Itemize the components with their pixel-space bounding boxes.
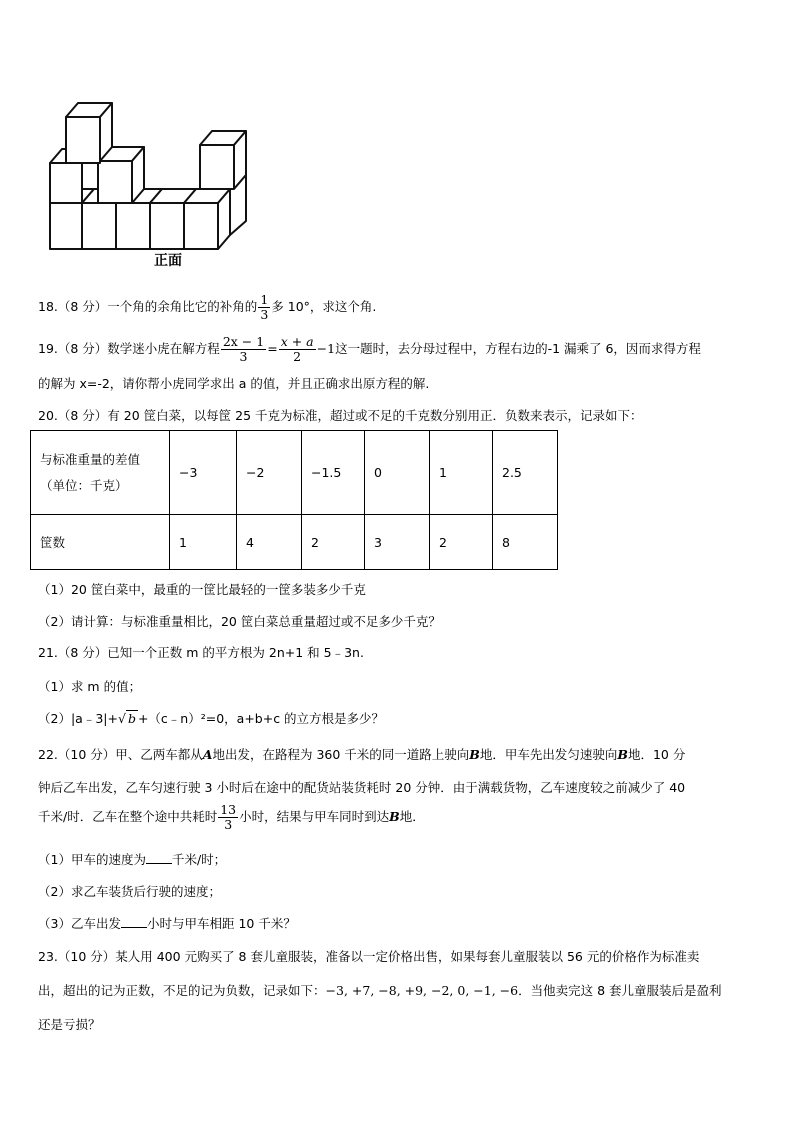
q20-diff-cell: −1.5	[302, 431, 365, 515]
q22-sub1	[38, 850, 226, 868]
q20-count-row	[31, 515, 558, 570]
question-18	[38, 293, 376, 322]
q21-sub2	[38, 709, 384, 727]
cube-stack-drawing	[44, 90, 262, 272]
q20-record-table	[30, 430, 558, 570]
q19-line2: 的解为 x=-2，请你帮小虎同学求出 a 的值，并且正确求出原方程的解.	[38, 376, 430, 391]
cube-figure	[44, 90, 262, 272]
q19-line1-tail: 这一题时，去分母过程中，方程右边的-1 漏乘了 6，因而求得方程	[335, 341, 701, 356]
q21-sqrt: √ b	[117, 711, 136, 726]
q22-sub3-b: 小时与甲车相距 10 千米？	[146, 916, 296, 931]
q19-lhs-fraction	[221, 335, 266, 364]
figure-caption: 正面	[154, 253, 182, 269]
q22-frac-den: 3	[224, 817, 233, 832]
q22-line1-b: 地出发，在路程为 360 千米的同一道路上驶向	[212, 747, 470, 762]
q21-sub2-tail: +（c﹣n）²=0，a+b+c 的立方根是多少？	[137, 711, 385, 726]
q18-frac-den: 3	[260, 307, 269, 322]
q20-diff-header-line1: 与标准重量的差值	[40, 451, 141, 467]
q23-line1: 23.（10 分）某人用 400 元购买了 8 套儿童服装，准备以一定价格出售，如果每套儿童服装以 56 元的价格作为标准卖	[38, 949, 700, 964]
q18-head: 18.（8 分）一个角的余角比它的补角的	[38, 299, 258, 314]
q22-frac-num: 13	[220, 802, 237, 817]
question-19	[38, 335, 701, 364]
q22-line1-a: 22.（10 分）甲、乙两车都从	[38, 747, 203, 762]
q20-diff-row	[31, 431, 558, 515]
q23-line2-b: ．当他卖完这 8 套儿童服装后是盈利	[518, 983, 722, 998]
q19-rhs-fraction	[279, 335, 316, 364]
q21-sub1: （1）求 m 的值；	[38, 679, 142, 694]
q18-frac-num: 1	[260, 292, 269, 307]
q22-line1-c: 地．甲车先出发匀速驶向	[479, 747, 618, 762]
q19-equals: =	[267, 341, 278, 356]
q20-sub1: （1）20 筐白菜中，最重的一筐比最轻的一筐多装多少千克	[38, 582, 366, 597]
q18-tail: 多 10°，求这个角.	[271, 299, 377, 314]
q22-line2: 钟后乙车出发，乙车匀速行驶 3 小时后在途中的配货站装货耗时 20 分钟．由于满载货物，乙车速度较之前减少了 40	[38, 780, 686, 795]
q22-sub2: （2）求乙车装货后行驶的速度；	[38, 884, 221, 899]
q22-sub1-b: 千米/时；	[171, 852, 227, 867]
q22-sub1-a: （1）甲车的速度为	[38, 852, 146, 867]
answer-blank[interactable]	[121, 915, 147, 928]
q20-diff-cell: 0	[365, 431, 430, 515]
q20-diff-cell: −2	[237, 431, 302, 515]
q22-point-b: B	[389, 809, 400, 824]
q19-lhs-num: 2x − 1	[222, 334, 265, 349]
q22-point-b: B	[617, 747, 628, 762]
q21-text: 21.（8 分）已知一个正数 m 的平方根为 2n+1 和 5﹣3n.	[38, 645, 364, 660]
q20-sub2: （2）请计算：与标准重量相比，20 筐白菜总重量超过或不足多少千克？	[38, 614, 441, 629]
q20-count-cell: 2	[302, 515, 365, 570]
q22-line1-d: 地．10 分	[627, 747, 686, 762]
q23-line2-a: 出，超出的记为正数，不足的记为负数，记录如下：	[38, 983, 326, 998]
q22-fraction	[218, 803, 238, 832]
q23-line3: 还是亏损？	[38, 1017, 101, 1032]
q22-line3	[38, 802, 425, 832]
q23-record-values: −3, +7, −8, +9, −2, 0, −1, −6	[325, 983, 519, 998]
q20-text: 20.（8 分）有 20 筐白菜，以每筐 25 千克为标准，超过或不足的千克数分别用正．负数来表示，记录如下：	[38, 408, 643, 423]
q21-sub2-head: （2）|a﹣3|+	[38, 711, 118, 726]
q20-count-cell: 2	[430, 515, 493, 570]
q20-diff-header	[31, 431, 170, 515]
q20-count-cell: 3	[365, 515, 430, 570]
q23-line2	[38, 981, 722, 999]
q18-fraction	[258, 293, 270, 322]
q20-count-header: 筐数	[31, 515, 170, 570]
q22-sub3	[38, 914, 296, 932]
q22-sub3-a: （3）乙车出发	[38, 916, 121, 931]
q19-head: 19.（8 分）数学迷小虎在解方程	[38, 341, 220, 356]
q20-diff-cell: 1	[430, 431, 493, 515]
q20-count-cell: 8	[493, 515, 558, 570]
q19-rhs-den: 2	[293, 349, 302, 364]
q20-diff-header-line2: （单位：千克）	[40, 477, 128, 493]
answer-blank[interactable]	[146, 851, 172, 864]
q20-count-cell: 1	[170, 515, 237, 570]
q19-rhs-tail: −1	[316, 341, 336, 356]
q20-diff-cell: −3	[170, 431, 237, 515]
q19-lhs-den: 3	[239, 349, 248, 364]
q19-rhs-num: x + a	[280, 334, 314, 349]
q20-count-cell: 4	[237, 515, 302, 570]
q22-line3-a: 千米/时．乙车在整个途中共耗时	[38, 809, 218, 824]
q22-line3-b: 小时，结果与甲车同时到达	[239, 809, 390, 824]
q20-diff-cell: 2.5	[493, 431, 558, 515]
q21-sqrt-radicand: b	[127, 711, 136, 726]
q22-point-a: A	[202, 747, 213, 762]
q22-point-b: B	[469, 747, 480, 762]
q22-line1	[38, 745, 685, 763]
q22-line3-c: 地．	[399, 809, 425, 824]
